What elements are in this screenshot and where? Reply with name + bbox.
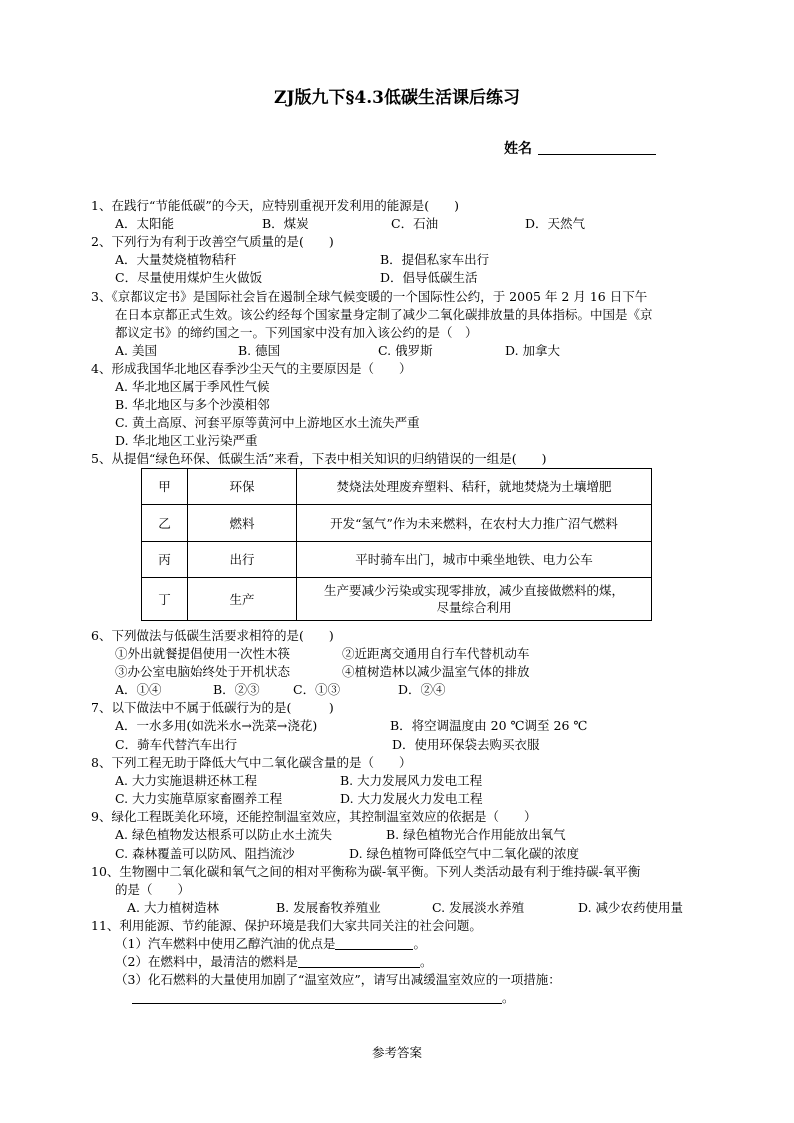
answer-blank[interactable] xyxy=(335,936,413,950)
table-row xyxy=(142,469,652,505)
table-cell: 生产 xyxy=(188,578,297,621)
q9-option-d: D. 绿色植物可降低空气中二氧化碳的浓度 xyxy=(349,846,580,861)
q3-option-b: B. 德国 xyxy=(238,343,281,358)
q3-line-2: 在日本京都正式生效。该公约经每个国家量身定制了减少二氧化碳排放量的具体指标。中国是《京 xyxy=(115,307,653,322)
name-field[interactable] xyxy=(504,140,656,158)
q10-option-b: B. 发展畜牧养殖业 xyxy=(276,900,381,915)
q7-option-c: C．骑车代替汽车出行 xyxy=(115,737,238,752)
q1-option-c: C．石油 xyxy=(391,216,439,231)
q11-stem: 11、利用能源、节约能源、保护环境是我们大家共同关注的社会问题。 xyxy=(91,918,482,933)
q1-option-a: A．太阳能 xyxy=(115,216,175,231)
q9-option-a: A. 绿色植物发达根系可以防止水土流失 xyxy=(115,827,332,842)
q6-item-4: ④植树造林以减少温室气体的排放 xyxy=(342,664,530,679)
answer-blank[interactable] xyxy=(132,990,502,1004)
table-row xyxy=(142,542,652,578)
q6-item-2: ②近距离交通用自行车代替机动车 xyxy=(342,646,530,661)
page-title: ZJ版九下§4.3低碳生活课后练习 xyxy=(274,88,520,108)
q8-option-d: D. 大力发展火力发电工程 xyxy=(340,791,483,806)
q11-sub-2-end: 。 xyxy=(419,954,433,969)
q11-sub-2 xyxy=(115,953,432,971)
q3-option-a: A. 美国 xyxy=(115,343,157,358)
q4-stem: 4、形成我国华北地区春季沙尘天气的主要原因是（ ） xyxy=(91,361,412,376)
q4-option-b: B. 华北地区与多个沙漠相邻 xyxy=(115,397,270,412)
q11-sub-3-answer xyxy=(132,989,515,1007)
q3-line-1: 3、《京都议定书》是国际社会旨在遏制全球气候变暖的一个国际性公约，于 2005 年 2 月 16 日下午 xyxy=(91,289,648,304)
table-cell: 燃料 xyxy=(188,505,297,542)
table-cell: 甲 xyxy=(142,469,188,505)
q3-line-3: 都议定书》的缔约国之一。下列国家中没有加入该公约的是（ ） xyxy=(115,325,478,340)
q8-option-b: B. 大力发展风力发电工程 xyxy=(340,773,483,788)
name-blank[interactable] xyxy=(538,140,656,155)
q4-option-d: D. 华北地区工业污染严重 xyxy=(115,433,258,448)
q7-option-a: A．一水多用(如洗米水→洗菜→浇花) xyxy=(115,718,318,733)
table-cell: 乙 xyxy=(142,505,188,542)
q2-option-d: D．倡导低碳生活 xyxy=(380,270,478,285)
q11-sub-1-text: （1）汽车燃料中使用乙醇汽油的优点是 xyxy=(115,936,336,951)
q6-option-b: B．②③ xyxy=(213,682,260,697)
q11-sub-3: （3）化石燃料的大量使用加剧了“温室效应”，请写出减缓温室效应的一项措施： xyxy=(115,972,561,987)
q2-option-a: A．大量焚烧植物秸秆 xyxy=(115,252,237,267)
q10-option-c: C. 发展淡水养殖 xyxy=(432,900,525,915)
answer-blank[interactable] xyxy=(298,954,420,968)
q2-option-b: B．提倡私家车出行 xyxy=(380,252,490,267)
q6-stem: 6、下列做法与低碳生活要求相符的是( ) xyxy=(91,628,334,643)
table-row xyxy=(142,578,652,621)
q8-stem: 8、下列工程无助于降低大气中二氧化碳含量的是（ ） xyxy=(91,755,412,770)
q6-option-c: C．①③ xyxy=(293,682,341,697)
name-label: 姓名 xyxy=(504,141,532,157)
q10-option-a: A. 大力植树造林 xyxy=(127,900,219,915)
q7-stem: 7、以下做法中不属于低碳行为的是( ) xyxy=(91,700,334,715)
table-cell: 丙 xyxy=(142,542,188,578)
q6-item-3: ③办公室电脑始终处于开机状态 xyxy=(115,664,291,679)
table-cell: 焚烧法处理废弃塑料、秸秆，就地焚烧为土壤增肥 xyxy=(297,469,652,505)
q8-option-a: A. 大力实施退耕还林工程 xyxy=(115,773,257,788)
q9-stem: 9、绿化工程既美化环境，还能控制温室效应，其控制温室效应的依据是（ ） xyxy=(91,809,537,824)
q5-stem: 5、从提倡“绿色环保、低碳生活”来看，下表中相关知识的归纳错误的一组是( ) xyxy=(91,451,547,466)
table-cell: 丁 xyxy=(142,578,188,621)
q9-option-c: C. 森林覆盖可以防风、阻挡流沙 xyxy=(115,846,295,861)
q8-option-c: C. 大力实施草原家畜圈养工程 xyxy=(115,791,283,806)
table-cell: 出行 xyxy=(188,542,297,578)
q1-stem: 1、在践行“节能低碳”的今天，应特别重视开发利用的能源是( ) xyxy=(91,198,459,213)
q1-option-b: B．煤炭 xyxy=(262,216,309,231)
q5-table xyxy=(141,468,652,621)
q1-option-d: D．天然气 xyxy=(525,216,586,231)
q6-option-d: D．②④ xyxy=(398,682,446,697)
q4-option-c: C. 黄土高原、河套平原等黄河中上游地区水土流失严重 xyxy=(115,415,420,430)
q11-sub-3-end: 。 xyxy=(502,990,515,1005)
q2-stem: 2、下列行为有利于改善空气质量的是( ) xyxy=(91,234,334,249)
q2-option-c: C．尽量使用煤炉生火做饭 xyxy=(115,270,263,285)
table-cell: 环保 xyxy=(188,469,297,505)
table-cell: 平时骑车出门，城市中乘坐地铁、电力公车 xyxy=(297,542,652,578)
q11-sub-1-end: 。 xyxy=(413,936,426,951)
table-cell: 生产要减少污染或实现零排放，减少直接做燃料的煤， 尽量综合利用 xyxy=(297,578,652,621)
table-cell: 开发“氢气”作为未来燃料，在农村大力推广沼气燃料 xyxy=(297,505,652,542)
q10-option-d: D. 减少农药使用量 xyxy=(578,900,684,915)
q6-option-a: A．①④ xyxy=(115,682,162,697)
table-row xyxy=(142,505,652,542)
q10-line-1: 10、生物圈中二氧化碳和氧气之间的相对平衡称为碳-氧平衡。下列人类活动最有利于维持碳-氧平衡 xyxy=(91,864,641,879)
q10-line-2: 的是（ ） xyxy=(115,882,191,897)
q11-sub-1 xyxy=(115,935,426,953)
q4-option-a: A. 华北地区属于季风性气候 xyxy=(115,379,270,394)
q11-sub-2-text: （2）在燃料中，最清洁的燃料是 xyxy=(115,954,298,969)
q3-option-d: D. 加拿大 xyxy=(505,343,561,358)
q7-option-d: D．使用环保袋去购买衣服 xyxy=(392,737,540,752)
q3-option-c: C. 俄罗斯 xyxy=(378,343,433,358)
q7-option-b: B．将空调温度由 20 ℃调至 26 ℃ xyxy=(390,718,588,733)
answer-key-heading: 参考答案 xyxy=(371,1045,422,1060)
q6-item-1: ①外出就餐提倡使用一次性木筷 xyxy=(115,646,291,661)
q9-option-b: B. 绿色植物光合作用能放出氧气 xyxy=(386,827,566,842)
